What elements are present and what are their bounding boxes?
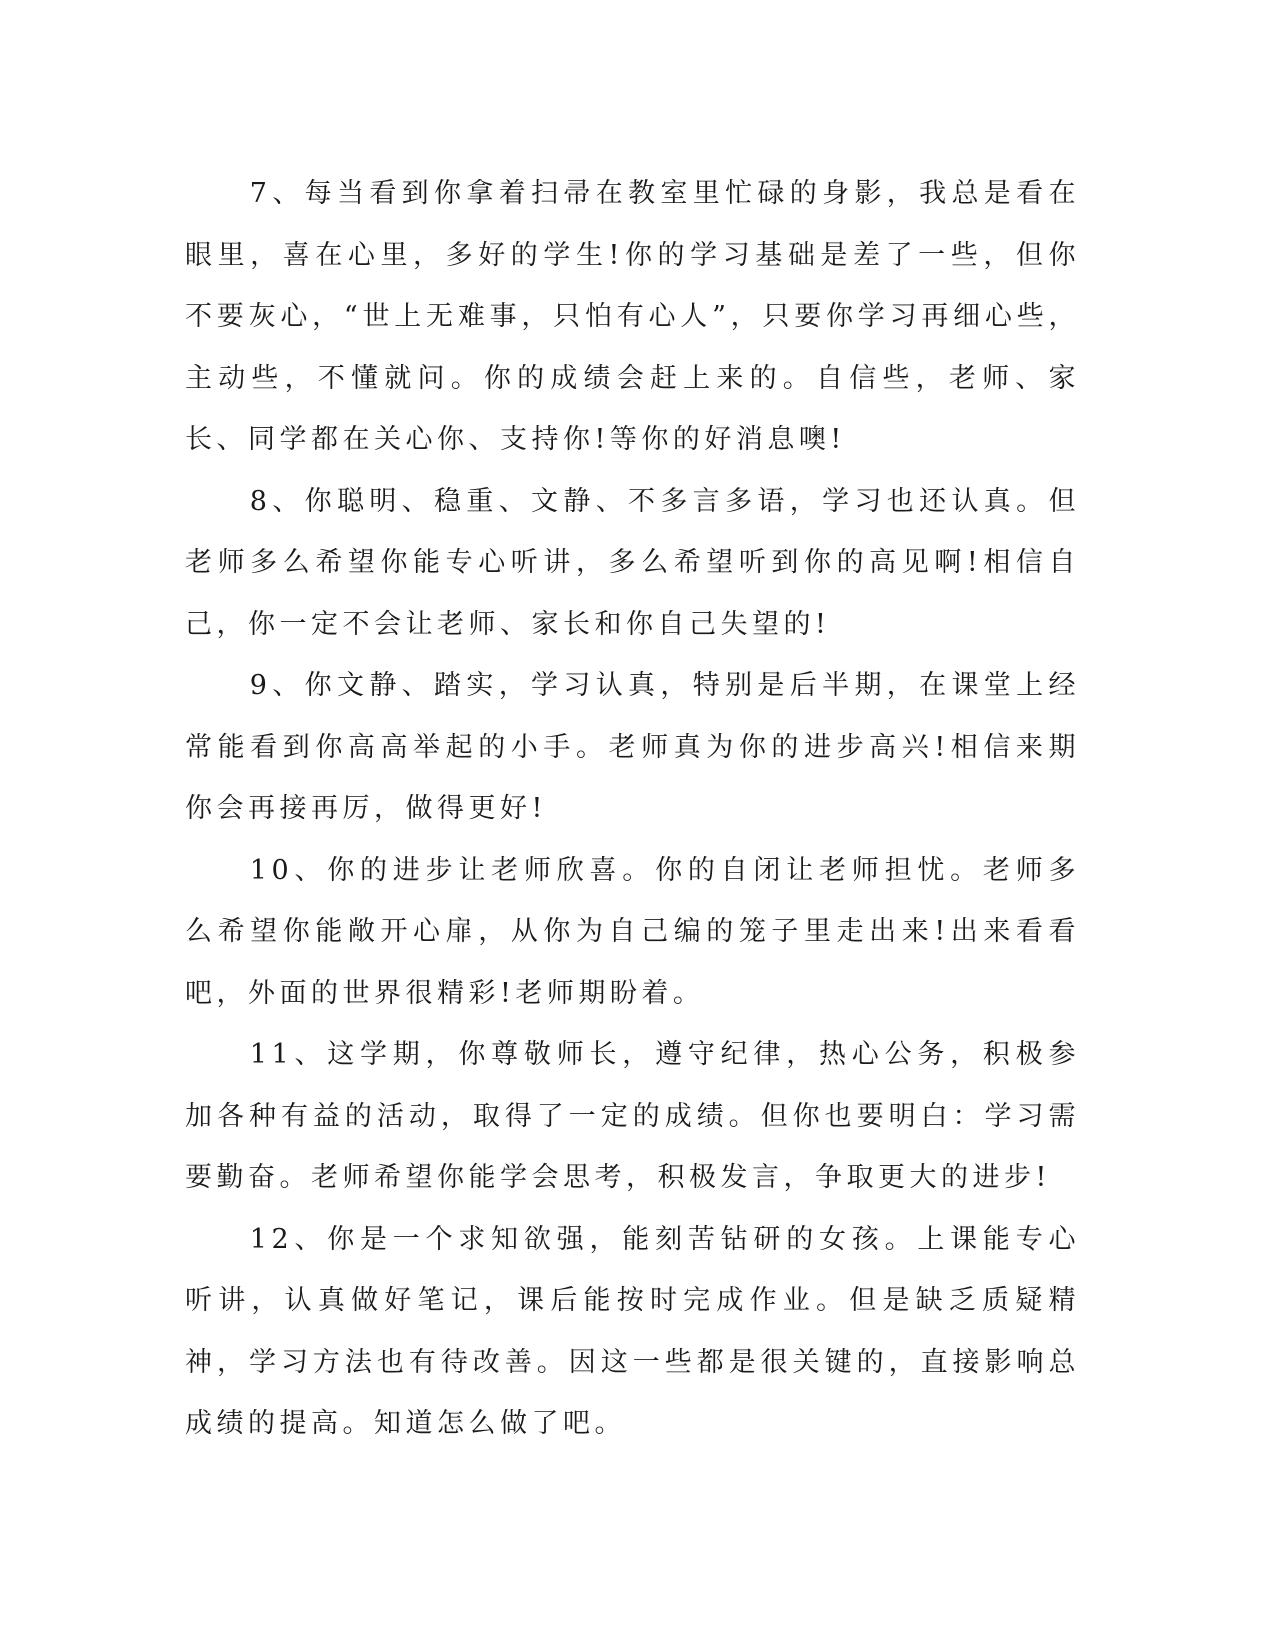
comment-paragraph-9: 9、你文静、踏实，学习认真，特别是后半期，在课堂上经常能看到你高高举起的小手。老师真为你的进步高兴!相信来期你会再接再厉，做得更好! — [185, 670, 1080, 824]
comment-paragraph-11: 11、这学期，你尊敬师长，遵守纪律，热心公务，积极参加各种有益的活动，取得了一定的成绩。但你也要明白：学习需要勤奋。老师希望你能学会思考，积极发言，争取更大的进步! — [185, 1039, 1080, 1193]
document-body — [185, 163, 1080, 1455]
comment-paragraph-7: 7、每当看到你拿着扫帚在教室里忙碌的身影，我总是看在眼里，喜在心里，多好的学生!你的学习基础是差了一些，但你不要灰心，“世上无难事，只怕有心人”，只要你学习再细心些，主动些，不懂就问。你的成绩会赶上来的。自信些，老师、家长、同学都在关心你、支持你!等你的好消息噢! — [185, 178, 1080, 455]
comment-paragraph-12: 12、你是一个求知欲强，能刻苦钻研的女孩。上课能专心听讲，认真做好笔记，课后能按时完成作业。但是缺乏质疑精神，学习方法也有待改善。因这一些都是很关键的，直接影响总成绩的提高。知道怎么做了吧。 — [185, 1223, 1080, 1439]
comment-paragraph-8: 8、你聪明、稳重、文静、不多言多语，学习也还认真。但老师多么希望你能专心听讲，多么希望听到你的高见啊!相信自己，你一定不会让老师、家长和你自己失望的! — [185, 485, 1080, 640]
comment-paragraph-10: 10、你的进步让老师欣喜。你的自闭让老师担忧。老师多么希望你能敞开心扉，从你为自己编的笼子里走出来!出来看看吧，外面的世界很精彩!老师期盼着。 — [185, 854, 1080, 1009]
